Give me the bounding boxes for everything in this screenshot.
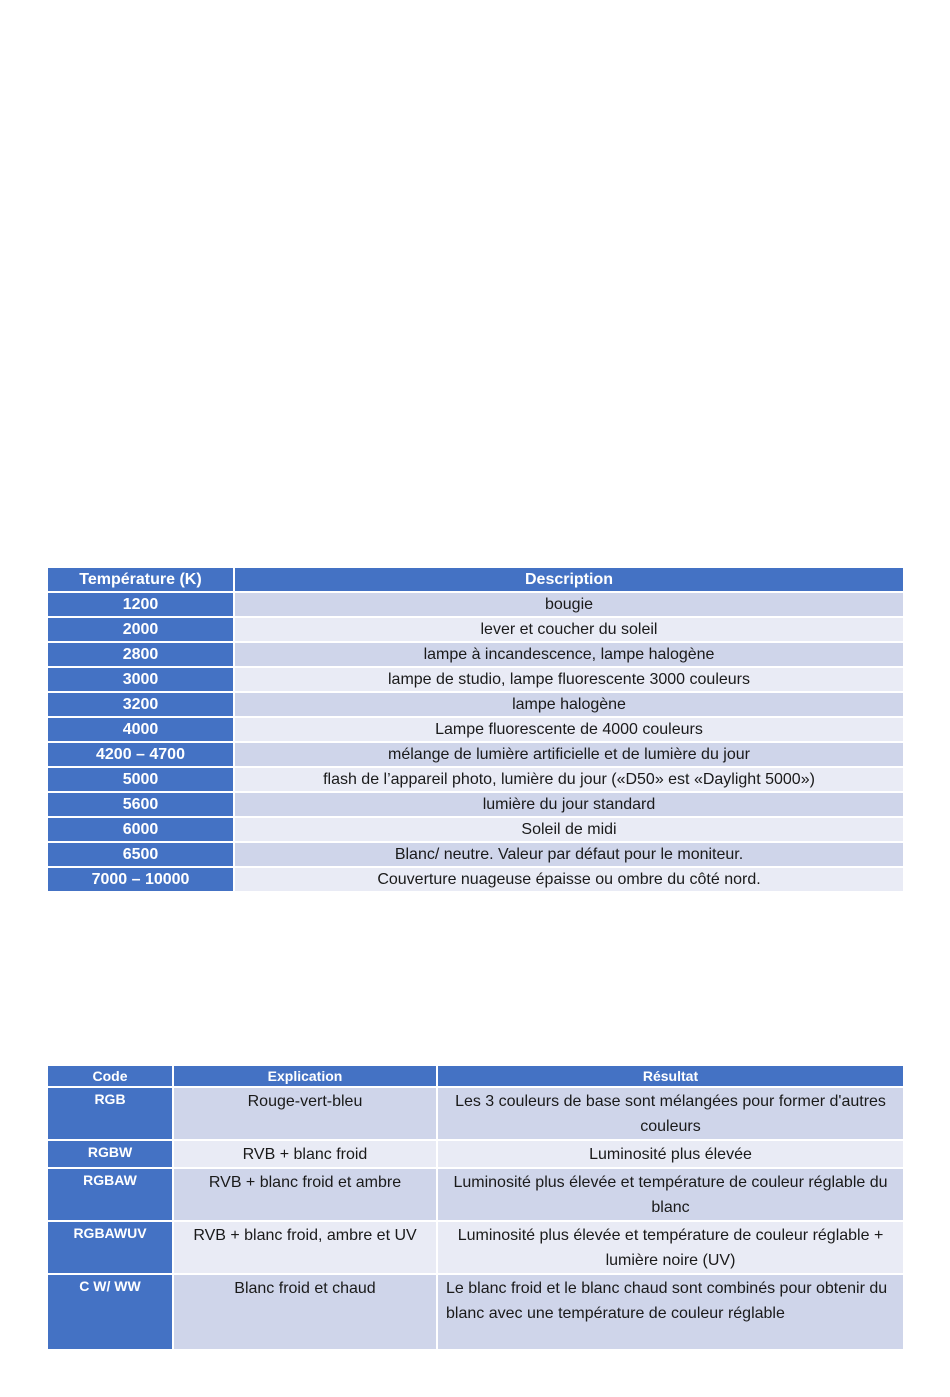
description-cell: lever et coucher du soleil [234,617,904,642]
table-row [47,1168,904,1221]
table-row [47,642,904,667]
table-row [47,867,904,892]
temperature-cell: 2800 [47,642,234,667]
code-cell: RGBAWUV [47,1221,173,1274]
temperature-cell: 2000 [47,617,234,642]
temperature-cell: 1200 [47,592,234,617]
explication-cell: RVB + blanc froid, ambre et UV [173,1221,437,1274]
header-temperature: Température (K) [47,567,234,592]
led-code-table [46,1064,905,1351]
table-row [47,1274,904,1350]
table-row [47,1221,904,1274]
code-cell: C W/ WW [47,1274,173,1350]
header-code: Code [47,1065,173,1087]
table-row [47,617,904,642]
explication-cell: Blanc froid et chaud [173,1274,437,1350]
table-row [47,1140,904,1168]
resultat-cell: Luminosité plus élevée [437,1140,904,1168]
description-cell: bougie [234,592,904,617]
temperature-cell: 6000 [47,817,234,842]
table-row [47,842,904,867]
table-row [47,767,904,792]
header-description: Description [234,567,904,592]
table-header-row [47,1065,904,1087]
temperature-cell: 4000 [47,717,234,742]
description-cell: Couverture nuageuse épaisse ou ombre du côté nord. [234,867,904,892]
resultat-cell: Les 3 couleurs de base sont mélangées pour former d'autres couleurs [437,1087,904,1140]
description-cell: lumière du jour standard [234,792,904,817]
table-row [47,1087,904,1140]
temperature-cell: 3200 [47,692,234,717]
table-row [47,742,904,767]
description-cell: Blanc/ neutre. Valeur par défaut pour le moniteur. [234,842,904,867]
description-cell: flash de l’appareil photo, lumière du jour («D50» est «Daylight 5000») [234,767,904,792]
code-cell: RGBW [47,1140,173,1168]
explication-cell: RVB + blanc froid [173,1140,437,1168]
explication-cell: Rouge-vert-bleu [173,1087,437,1140]
temperature-cell: 6500 [47,842,234,867]
resultat-cell: Luminosité plus élevée et température de couleur réglable + lumière noire (UV) [437,1221,904,1274]
description-cell: lampe de studio, lampe fluorescente 3000 couleurs [234,667,904,692]
code-cell: RGBAW [47,1168,173,1221]
table-header-row [47,567,904,592]
description-cell: mélange de lumière artificielle et de lumière du jour [234,742,904,767]
table-row [47,717,904,742]
temperature-cell: 5600 [47,792,234,817]
header-explication: Explication [173,1065,437,1087]
explication-cell: RVB + blanc froid et ambre [173,1168,437,1221]
header-resultat: Résultat [437,1065,904,1087]
code-cell: RGB [47,1087,173,1140]
temperature-cell: 4200 – 4700 [47,742,234,767]
table-row [47,817,904,842]
resultat-cell: Luminosité plus élevée et température de couleur réglable du blanc [437,1168,904,1221]
description-cell: lampe à incandescence, lampe halogène [234,642,904,667]
table-row [47,592,904,617]
table-row [47,792,904,817]
resultat-cell: Le blanc froid et le blanc chaud sont combinés pour obtenir du blanc avec une température de couleur réglable [437,1274,904,1350]
description-cell: lampe halogène [234,692,904,717]
description-cell: Soleil de midi [234,817,904,842]
temperature-cell: 5000 [47,767,234,792]
color-temperature-table [46,566,905,893]
temperature-cell: 3000 [47,667,234,692]
table-row [47,692,904,717]
table-row [47,667,904,692]
temperature-cell: 7000 – 10000 [47,867,234,892]
description-cell: Lampe fluorescente de 4000 couleurs [234,717,904,742]
